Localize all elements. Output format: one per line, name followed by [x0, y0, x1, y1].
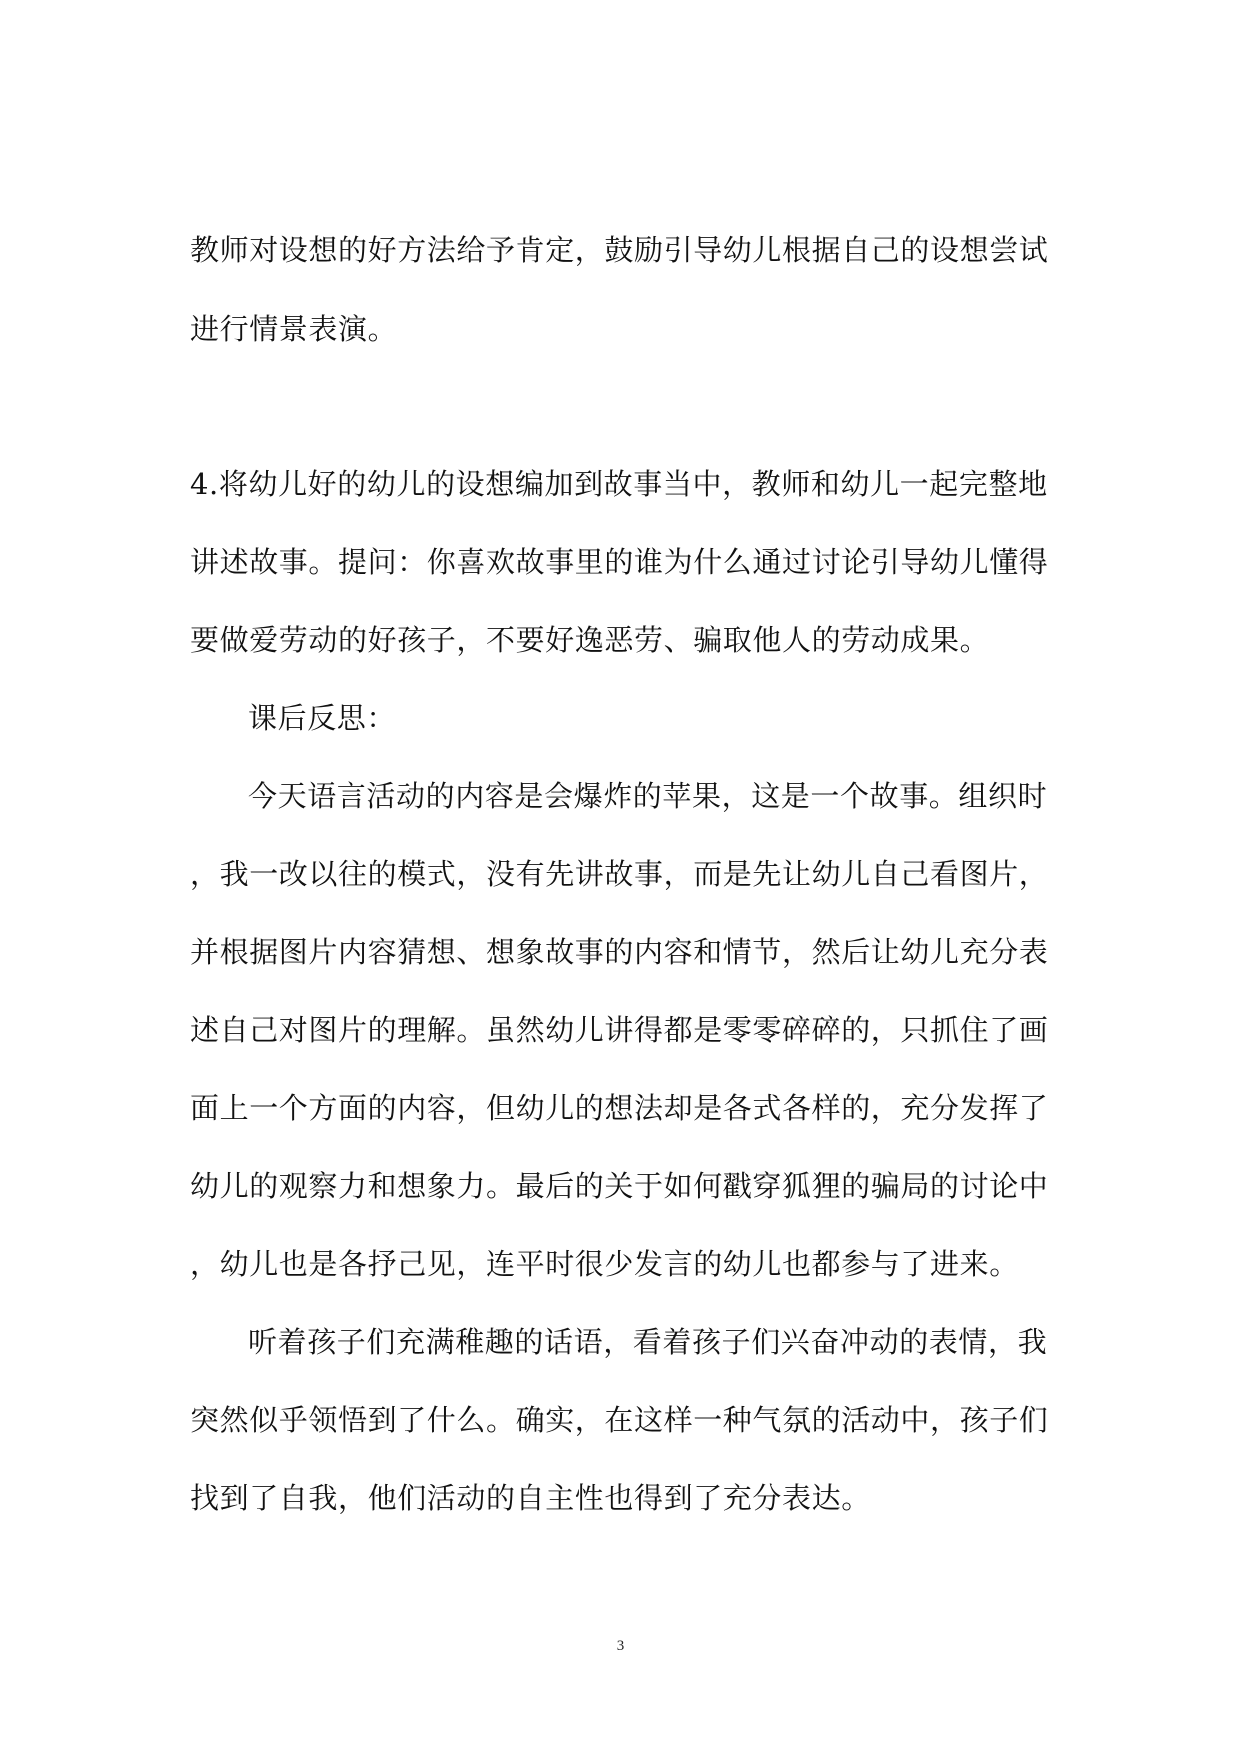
paragraph-line: 今天语言活动的内容是会爆炸的苹果，这是一个故事。组织时: [248, 779, 1048, 813]
paragraph-line: 进行情景表演。: [190, 312, 398, 346]
paragraph-line: 要做爱劳动的好孩子，不要好逸恶劳、骗取他人的劳动成果。: [190, 623, 990, 657]
section-heading: 课后反思：: [248, 701, 397, 735]
paragraph-line: 4.将幼儿好的幼儿的设想编加到故事当中，教师和幼儿一起完整地: [190, 467, 1048, 501]
paragraph-line: 幼儿的观察力和想象力。最后的关于如何戳穿狐狸的骗局的讨论中: [190, 1169, 1049, 1203]
paragraph-line: 述自己对图片的理解。虽然幼儿讲得都是零零碎碎的，只抓住了画: [190, 1013, 1049, 1047]
paragraph-line: ，幼儿也是各抒己见，连平时很少发言的幼儿也都参与了进来。: [190, 1247, 1019, 1281]
paragraph-line: 听着孩子们充满稚趣的话语，看着孩子们兴奋冲动的表情，我: [248, 1325, 1048, 1359]
paragraph-line: ，我一改以往的模式，没有先讲故事，而是先让幼儿自己看图片，: [190, 857, 1049, 891]
paragraph-line: 突然似乎领悟到了什么。确实，在这样一种气氛的活动中，孩子们: [190, 1403, 1049, 1437]
paragraph-line: 找到了自我，他们活动的自主性也得到了充分表达。: [190, 1481, 871, 1515]
page-number: 3: [616, 1638, 625, 1654]
paragraph-line: 面上一个方面的内容，但幼儿的想法却是各式各样的，充分发挥了: [190, 1091, 1049, 1125]
paragraph-line: 教师对设想的好方法给予肯定，鼓励引导幼儿根据自己的设想尝试: [190, 233, 1049, 267]
paragraph-line: 并根据图片内容猜想、想象故事的内容和情节，然后让幼儿充分表: [190, 935, 1049, 969]
paragraph-line: 讲述故事。提问：你喜欢故事里的谁为什么通过讨论引导幼儿懂得: [190, 545, 1049, 579]
